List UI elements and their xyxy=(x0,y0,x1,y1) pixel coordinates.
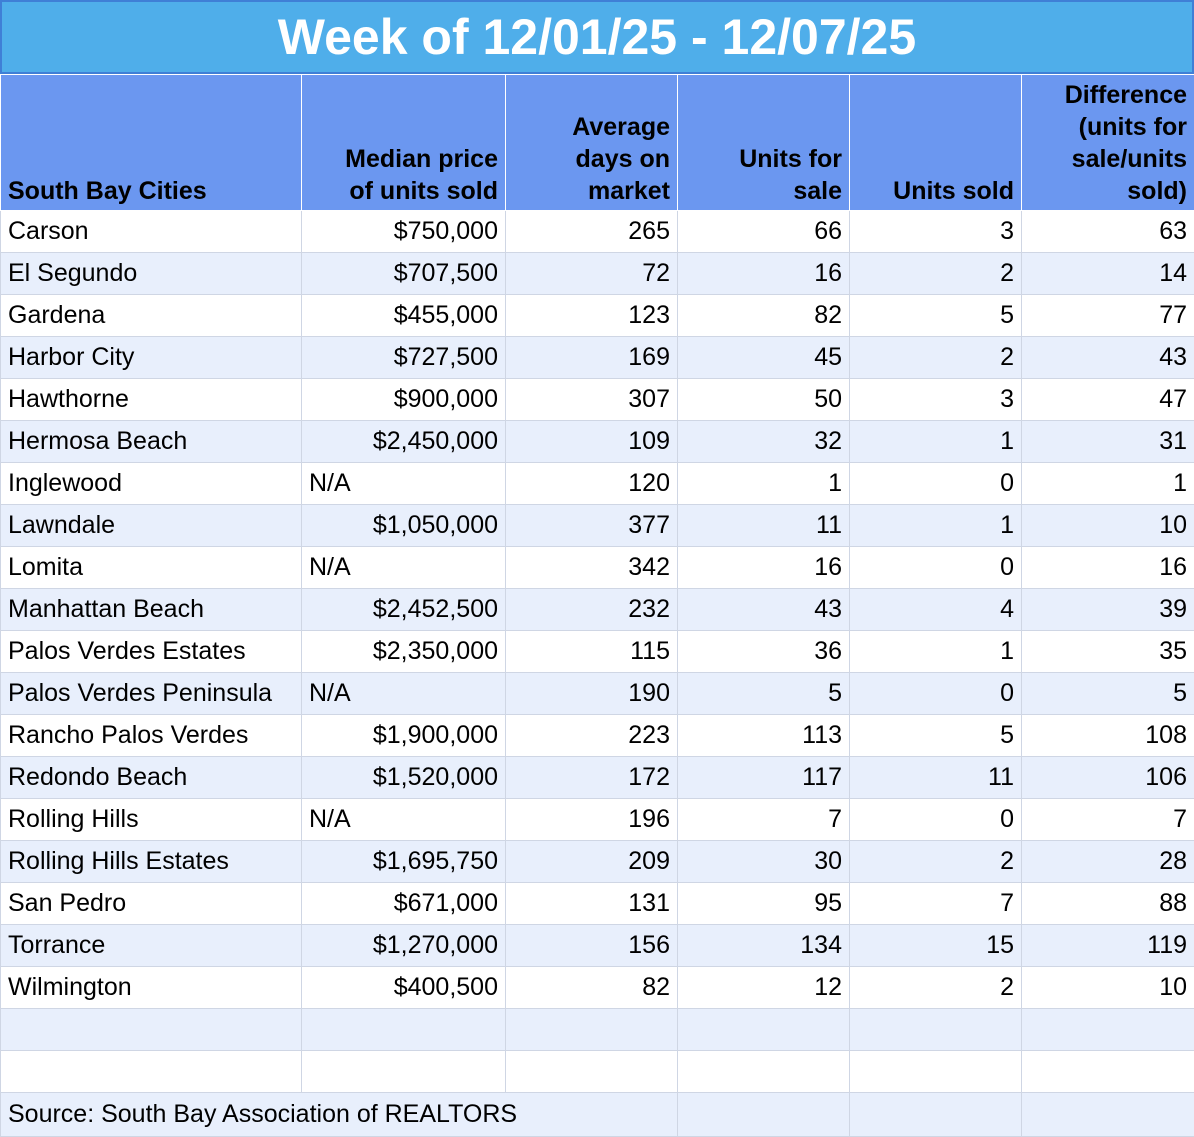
cell-units-for-sale: 117 xyxy=(678,757,850,799)
table-row xyxy=(1,799,1194,841)
cell-difference: 106 xyxy=(1022,757,1194,799)
cell-median-price: $1,050,000 xyxy=(302,505,506,547)
cell-average-days: 72 xyxy=(506,253,678,295)
cell-difference: 28 xyxy=(1022,841,1194,883)
cell-median-price: $2,350,000 xyxy=(302,631,506,673)
empty-cell xyxy=(1,1051,302,1093)
cell-city: Rancho Palos Verdes xyxy=(1,715,302,757)
cell-median-price: $707,500 xyxy=(302,253,506,295)
cell-average-days: 131 xyxy=(506,883,678,925)
cell-units-for-sale: 36 xyxy=(678,631,850,673)
table-row xyxy=(1,925,1194,967)
header-median-price: Median price of units sold xyxy=(302,75,506,211)
cell-units-for-sale: 7 xyxy=(678,799,850,841)
cell-city: Palos Verdes Estates xyxy=(1,631,302,673)
table-row xyxy=(1,295,1194,337)
cell-median-price: N/A xyxy=(302,673,506,715)
cell-units-for-sale: 16 xyxy=(678,253,850,295)
cell-average-days: 115 xyxy=(506,631,678,673)
empty-cell xyxy=(850,1009,1022,1051)
cell-units-sold: 0 xyxy=(850,799,1022,841)
cell-difference: 39 xyxy=(1022,589,1194,631)
empty-cell xyxy=(678,1051,850,1093)
cell-average-days: 377 xyxy=(506,505,678,547)
table-row xyxy=(1,211,1194,253)
cell-median-price: $1,900,000 xyxy=(302,715,506,757)
empty-row xyxy=(1,1009,1194,1051)
cell-units-sold: 0 xyxy=(850,547,1022,589)
cell-units-sold: 3 xyxy=(850,211,1022,253)
cell-units-for-sale: 82 xyxy=(678,295,850,337)
cell-units-sold: 5 xyxy=(850,715,1022,757)
cell-median-price: N/A xyxy=(302,463,506,505)
cell-city: Inglewood xyxy=(1,463,302,505)
table-row xyxy=(1,841,1194,883)
cell-units-for-sale: 134 xyxy=(678,925,850,967)
empty-cell xyxy=(302,1051,506,1093)
cell-units-for-sale: 45 xyxy=(678,337,850,379)
cell-difference: 16 xyxy=(1022,547,1194,589)
empty-cell xyxy=(1022,1093,1194,1137)
cell-units-sold: 15 xyxy=(850,925,1022,967)
cell-average-days: 172 xyxy=(506,757,678,799)
header-row xyxy=(1,75,1194,211)
cell-units-sold: 2 xyxy=(850,253,1022,295)
cell-median-price: $455,000 xyxy=(302,295,506,337)
cell-units-for-sale: 11 xyxy=(678,505,850,547)
table-row xyxy=(1,547,1194,589)
cell-units-for-sale: 1 xyxy=(678,463,850,505)
cell-units-sold: 1 xyxy=(850,631,1022,673)
cell-city: Harbor City xyxy=(1,337,302,379)
cell-average-days: 265 xyxy=(506,211,678,253)
cell-city: Carson xyxy=(1,211,302,253)
empty-cell xyxy=(1,1009,302,1051)
cell-average-days: 196 xyxy=(506,799,678,841)
table-row xyxy=(1,715,1194,757)
cell-difference: 119 xyxy=(1022,925,1194,967)
source-note: Source: South Bay Association of REALTORS xyxy=(1,1093,678,1137)
cell-city: San Pedro xyxy=(1,883,302,925)
cell-city: El Segundo xyxy=(1,253,302,295)
cell-units-sold: 0 xyxy=(850,673,1022,715)
cell-average-days: 307 xyxy=(506,379,678,421)
empty-cell xyxy=(1022,1009,1194,1051)
cell-units-sold: 0 xyxy=(850,463,1022,505)
cell-average-days: 209 xyxy=(506,841,678,883)
table-row xyxy=(1,253,1194,295)
cell-difference: 10 xyxy=(1022,505,1194,547)
cell-difference: 5 xyxy=(1022,673,1194,715)
market-table xyxy=(0,74,1194,1137)
cell-city: Lomita xyxy=(1,547,302,589)
cell-city: Hermosa Beach xyxy=(1,421,302,463)
table-row xyxy=(1,631,1194,673)
cell-city: Rolling Hills Estates xyxy=(1,841,302,883)
cell-units-for-sale: 43 xyxy=(678,589,850,631)
header-units-for-sale: Units for sale xyxy=(678,75,850,211)
cell-difference: 7 xyxy=(1022,799,1194,841)
cell-difference: 43 xyxy=(1022,337,1194,379)
cell-units-for-sale: 12 xyxy=(678,967,850,1009)
cell-units-sold: 2 xyxy=(850,841,1022,883)
cell-median-price: $671,000 xyxy=(302,883,506,925)
cell-median-price: N/A xyxy=(302,799,506,841)
empty-cell xyxy=(1022,1051,1194,1093)
cell-city: Palos Verdes Peninsula xyxy=(1,673,302,715)
cell-difference: 63 xyxy=(1022,211,1194,253)
cell-city: Hawthorne xyxy=(1,379,302,421)
cell-city: Rolling Hills xyxy=(1,799,302,841)
cell-average-days: 82 xyxy=(506,967,678,1009)
cell-units-for-sale: 113 xyxy=(678,715,850,757)
table-row xyxy=(1,505,1194,547)
cell-average-days: 190 xyxy=(506,673,678,715)
cell-units-sold: 7 xyxy=(850,883,1022,925)
cell-units-for-sale: 16 xyxy=(678,547,850,589)
cell-median-price: $400,500 xyxy=(302,967,506,1009)
empty-cell xyxy=(678,1009,850,1051)
cell-median-price: N/A xyxy=(302,547,506,589)
cell-units-sold: 2 xyxy=(850,967,1022,1009)
cell-difference: 31 xyxy=(1022,421,1194,463)
cell-average-days: 123 xyxy=(506,295,678,337)
cell-median-price: $2,450,000 xyxy=(302,421,506,463)
cell-units-sold: 11 xyxy=(850,757,1022,799)
cell-median-price: $900,000 xyxy=(302,379,506,421)
cell-city: Redondo Beach xyxy=(1,757,302,799)
empty-cell xyxy=(850,1051,1022,1093)
cell-units-for-sale: 30 xyxy=(678,841,850,883)
header-units-sold: Units sold xyxy=(850,75,1022,211)
header-city: South Bay Cities xyxy=(1,75,302,211)
empty-cell xyxy=(506,1009,678,1051)
cell-average-days: 120 xyxy=(506,463,678,505)
cell-city: Gardena xyxy=(1,295,302,337)
cell-units-sold: 5 xyxy=(850,295,1022,337)
table-row xyxy=(1,337,1194,379)
cell-units-sold: 1 xyxy=(850,505,1022,547)
cell-average-days: 342 xyxy=(506,547,678,589)
page-title: Week of 12/01/25 - 12/07/25 xyxy=(0,0,1194,74)
cell-median-price: $1,520,000 xyxy=(302,757,506,799)
cell-difference: 47 xyxy=(1022,379,1194,421)
cell-city: Wilmington xyxy=(1,967,302,1009)
empty-cell xyxy=(678,1093,850,1137)
cell-average-days: 232 xyxy=(506,589,678,631)
cell-difference: 35 xyxy=(1022,631,1194,673)
cell-units-sold: 1 xyxy=(850,421,1022,463)
cell-city: Lawndale xyxy=(1,505,302,547)
cell-average-days: 169 xyxy=(506,337,678,379)
cell-units-sold: 2 xyxy=(850,337,1022,379)
cell-difference: 1 xyxy=(1022,463,1194,505)
cell-units-for-sale: 32 xyxy=(678,421,850,463)
empty-cell xyxy=(302,1009,506,1051)
cell-median-price: $727,500 xyxy=(302,337,506,379)
cell-median-price: $750,000 xyxy=(302,211,506,253)
cell-average-days: 223 xyxy=(506,715,678,757)
header-average-days: Average days on market xyxy=(506,75,678,211)
cell-difference: 10 xyxy=(1022,967,1194,1009)
table-row xyxy=(1,379,1194,421)
cell-units-for-sale: 5 xyxy=(678,673,850,715)
cell-units-for-sale: 66 xyxy=(678,211,850,253)
table-row xyxy=(1,589,1194,631)
cell-units-sold: 4 xyxy=(850,589,1022,631)
cell-difference: 14 xyxy=(1022,253,1194,295)
cell-difference: 88 xyxy=(1022,883,1194,925)
table-row xyxy=(1,673,1194,715)
cell-median-price: $2,452,500 xyxy=(302,589,506,631)
cell-median-price: $1,695,750 xyxy=(302,841,506,883)
source-row xyxy=(1,1093,1194,1137)
table-row xyxy=(1,421,1194,463)
table-row xyxy=(1,967,1194,1009)
cell-city: Torrance xyxy=(1,925,302,967)
empty-cell xyxy=(506,1051,678,1093)
table-row xyxy=(1,757,1194,799)
table-row xyxy=(1,463,1194,505)
table-row xyxy=(1,883,1194,925)
cell-units-for-sale: 50 xyxy=(678,379,850,421)
cell-average-days: 156 xyxy=(506,925,678,967)
cell-difference: 77 xyxy=(1022,295,1194,337)
header-difference: Difference (units for sale/units sold) xyxy=(1022,75,1194,211)
empty-row xyxy=(1,1051,1194,1093)
cell-average-days: 109 xyxy=(506,421,678,463)
cell-city: Manhattan Beach xyxy=(1,589,302,631)
empty-cell xyxy=(850,1093,1022,1137)
cell-difference: 108 xyxy=(1022,715,1194,757)
cell-units-sold: 3 xyxy=(850,379,1022,421)
cell-median-price: $1,270,000 xyxy=(302,925,506,967)
cell-units-for-sale: 95 xyxy=(678,883,850,925)
